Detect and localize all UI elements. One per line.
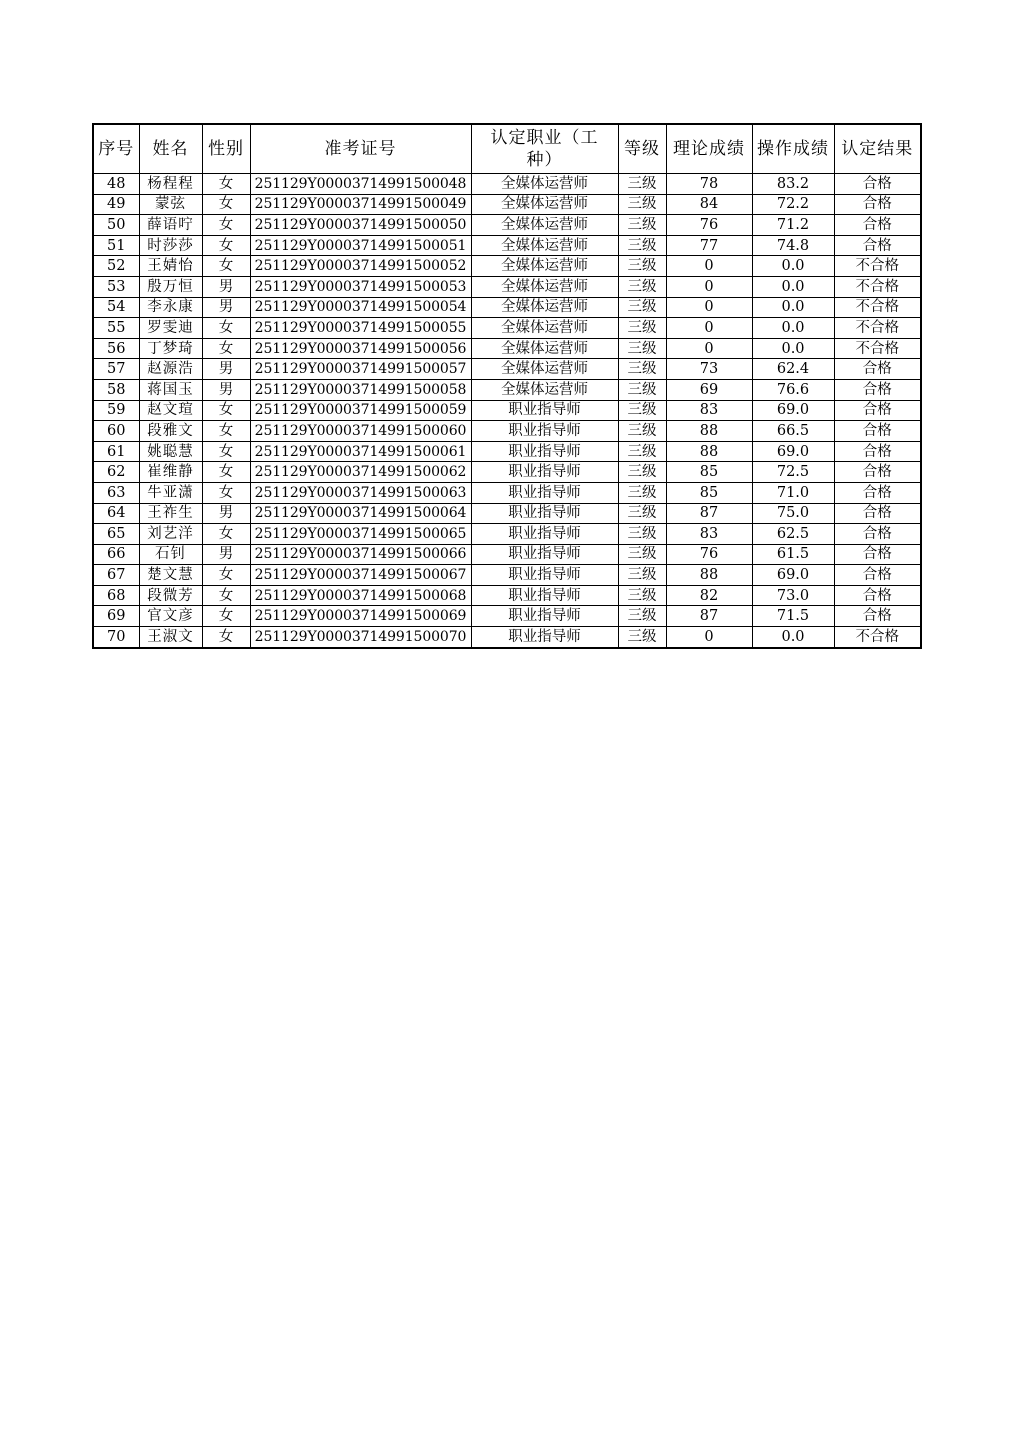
cell-occupation: 全媒体运营师 — [471, 215, 618, 236]
cell-name: 王淑文 — [139, 627, 202, 648]
cell-gender: 女 — [202, 482, 250, 503]
cell-theory-score: 77 — [666, 235, 752, 256]
cell-practical-score: 0.0 — [752, 256, 834, 277]
cell-theory-score: 78 — [666, 174, 752, 195]
table-row — [93, 462, 921, 483]
cell-name: 蒋国玉 — [139, 379, 202, 400]
cell-name: 丁梦琦 — [139, 338, 202, 359]
cell-result: 合格 — [834, 215, 921, 236]
cell-name: 段雅文 — [139, 421, 202, 442]
cell-occupation: 职业指导师 — [471, 585, 618, 606]
cell-seq: 67 — [93, 565, 139, 586]
table-row — [93, 194, 921, 215]
cell-seq: 63 — [93, 482, 139, 503]
cell-exam-id: 251129Y00003714991500057 — [250, 359, 471, 380]
header-name: 姓名 — [139, 124, 202, 174]
cell-result: 合格 — [834, 400, 921, 421]
cell-name: 李永康 — [139, 297, 202, 318]
cell-level: 三级 — [618, 276, 666, 297]
cell-exam-id: 251129Y00003714991500064 — [250, 503, 471, 524]
cell-level: 三级 — [618, 606, 666, 627]
table-row — [93, 318, 921, 339]
results-table — [92, 123, 922, 649]
cell-practical-score: 69.0 — [752, 565, 834, 586]
cell-result: 不合格 — [834, 256, 921, 277]
cell-seq: 68 — [93, 585, 139, 606]
table-row — [93, 524, 921, 545]
cell-exam-id: 251129Y00003714991500069 — [250, 606, 471, 627]
cell-occupation: 职业指导师 — [471, 606, 618, 627]
table-row — [93, 235, 921, 256]
cell-gender: 女 — [202, 441, 250, 462]
cell-name: 王婧怡 — [139, 256, 202, 277]
table-row — [93, 338, 921, 359]
cell-name: 官文彦 — [139, 606, 202, 627]
cell-seq: 57 — [93, 359, 139, 380]
cell-theory-score: 73 — [666, 359, 752, 380]
cell-theory-score: 0 — [666, 627, 752, 648]
cell-name: 罗雯迪 — [139, 318, 202, 339]
cell-practical-score: 83.2 — [752, 174, 834, 195]
cell-result: 不合格 — [834, 318, 921, 339]
table-row — [93, 174, 921, 195]
cell-gender: 女 — [202, 318, 250, 339]
cell-exam-id: 251129Y00003714991500051 — [250, 235, 471, 256]
cell-seq: 62 — [93, 462, 139, 483]
cell-name: 姚聪慧 — [139, 441, 202, 462]
table-row — [93, 482, 921, 503]
cell-level: 三级 — [618, 627, 666, 648]
cell-name: 赵文瑄 — [139, 400, 202, 421]
table-row — [93, 503, 921, 524]
cell-exam-id: 251129Y00003714991500053 — [250, 276, 471, 297]
cell-practical-score: 76.6 — [752, 379, 834, 400]
cell-name: 王祚生 — [139, 503, 202, 524]
cell-occupation: 全媒体运营师 — [471, 256, 618, 277]
cell-exam-id: 251129Y00003714991500070 — [250, 627, 471, 648]
cell-theory-score: 76 — [666, 215, 752, 236]
cell-exam-id: 251129Y00003714991500056 — [250, 338, 471, 359]
cell-gender: 女 — [202, 235, 250, 256]
cell-name: 蒙弦 — [139, 194, 202, 215]
cell-result: 不合格 — [834, 276, 921, 297]
cell-result: 合格 — [834, 441, 921, 462]
cell-name: 薛语咛 — [139, 215, 202, 236]
cell-occupation: 职业指导师 — [471, 503, 618, 524]
cell-result: 合格 — [834, 462, 921, 483]
cell-gender: 女 — [202, 606, 250, 627]
cell-theory-score: 82 — [666, 585, 752, 606]
cell-level: 三级 — [618, 462, 666, 483]
cell-level: 三级 — [618, 256, 666, 277]
table-row — [93, 606, 921, 627]
cell-seq: 50 — [93, 215, 139, 236]
cell-occupation: 职业指导师 — [471, 482, 618, 503]
cell-exam-id: 251129Y00003714991500052 — [250, 256, 471, 277]
cell-occupation: 全媒体运营师 — [471, 359, 618, 380]
cell-result: 合格 — [834, 544, 921, 565]
cell-level: 三级 — [618, 338, 666, 359]
cell-result: 合格 — [834, 379, 921, 400]
cell-level: 三级 — [618, 318, 666, 339]
header-seq: 序号 — [93, 124, 139, 174]
cell-seq: 61 — [93, 441, 139, 462]
cell-occupation: 职业指导师 — [471, 565, 618, 586]
cell-gender: 男 — [202, 276, 250, 297]
cell-gender: 男 — [202, 359, 250, 380]
header-exam-id: 准考证号 — [250, 124, 471, 174]
cell-seq: 58 — [93, 379, 139, 400]
cell-occupation: 全媒体运营师 — [471, 174, 618, 195]
cell-level: 三级 — [618, 524, 666, 545]
cell-gender: 女 — [202, 194, 250, 215]
cell-level: 三级 — [618, 544, 666, 565]
table-body — [93, 174, 921, 648]
cell-theory-score: 87 — [666, 503, 752, 524]
cell-level: 三级 — [618, 421, 666, 442]
cell-theory-score: 84 — [666, 194, 752, 215]
cell-theory-score: 0 — [666, 276, 752, 297]
cell-seq: 64 — [93, 503, 139, 524]
cell-level: 三级 — [618, 174, 666, 195]
table-row — [93, 400, 921, 421]
cell-level: 三级 — [618, 297, 666, 318]
table-row — [93, 544, 921, 565]
table-row — [93, 359, 921, 380]
header-result: 认定结果 — [834, 124, 921, 174]
cell-exam-id: 251129Y00003714991500054 — [250, 297, 471, 318]
cell-occupation: 职业指导师 — [471, 544, 618, 565]
cell-level: 三级 — [618, 482, 666, 503]
cell-seq: 65 — [93, 524, 139, 545]
cell-occupation: 职业指导师 — [471, 627, 618, 648]
cell-theory-score: 76 — [666, 544, 752, 565]
header-practical-score: 操作成绩 — [752, 124, 834, 174]
cell-practical-score: 75.0 — [752, 503, 834, 524]
table-row — [93, 215, 921, 236]
cell-practical-score: 72.2 — [752, 194, 834, 215]
cell-exam-id: 251129Y00003714991500049 — [250, 194, 471, 215]
cell-practical-score: 66.5 — [752, 421, 834, 442]
table-row — [93, 627, 921, 648]
cell-seq: 48 — [93, 174, 139, 195]
table-row — [93, 276, 921, 297]
cell-gender: 女 — [202, 215, 250, 236]
cell-level: 三级 — [618, 215, 666, 236]
cell-practical-score: 72.5 — [752, 462, 834, 483]
cell-occupation: 全媒体运营师 — [471, 235, 618, 256]
cell-exam-id: 251129Y00003714991500050 — [250, 215, 471, 236]
cell-theory-score: 88 — [666, 421, 752, 442]
table-row — [93, 441, 921, 462]
cell-seq: 66 — [93, 544, 139, 565]
cell-theory-score: 83 — [666, 400, 752, 421]
cell-level: 三级 — [618, 400, 666, 421]
cell-gender: 女 — [202, 462, 250, 483]
cell-occupation: 全媒体运营师 — [471, 297, 618, 318]
cell-result: 合格 — [834, 503, 921, 524]
cell-seq: 49 — [93, 194, 139, 215]
cell-occupation: 职业指导师 — [471, 441, 618, 462]
cell-theory-score: 88 — [666, 441, 752, 462]
cell-result: 合格 — [834, 606, 921, 627]
cell-gender: 女 — [202, 338, 250, 359]
cell-exam-id: 251129Y00003714991500059 — [250, 400, 471, 421]
cell-gender: 女 — [202, 421, 250, 442]
cell-occupation: 全媒体运营师 — [471, 338, 618, 359]
cell-level: 三级 — [618, 441, 666, 462]
header-gender: 性别 — [202, 124, 250, 174]
cell-practical-score: 74.8 — [752, 235, 834, 256]
cell-occupation: 职业指导师 — [471, 421, 618, 442]
cell-level: 三级 — [618, 359, 666, 380]
cell-name: 石钊 — [139, 544, 202, 565]
table-row — [93, 256, 921, 277]
cell-result: 合格 — [834, 421, 921, 442]
cell-exam-id: 251129Y00003714991500058 — [250, 379, 471, 400]
cell-exam-id: 251129Y00003714991500068 — [250, 585, 471, 606]
cell-theory-score: 0 — [666, 297, 752, 318]
cell-practical-score: 71.0 — [752, 482, 834, 503]
cell-practical-score: 0.0 — [752, 297, 834, 318]
cell-gender: 女 — [202, 256, 250, 277]
results-sheet — [92, 123, 920, 649]
cell-result: 合格 — [834, 174, 921, 195]
cell-occupation: 全媒体运营师 — [471, 318, 618, 339]
cell-seq: 60 — [93, 421, 139, 442]
cell-exam-id: 251129Y00003714991500061 — [250, 441, 471, 462]
cell-occupation: 全媒体运营师 — [471, 276, 618, 297]
header-level: 等级 — [618, 124, 666, 174]
cell-practical-score: 0.0 — [752, 276, 834, 297]
cell-exam-id: 251129Y00003714991500067 — [250, 565, 471, 586]
cell-practical-score: 73.0 — [752, 585, 834, 606]
cell-occupation: 职业指导师 — [471, 462, 618, 483]
cell-name: 段微芳 — [139, 585, 202, 606]
cell-result: 合格 — [834, 359, 921, 380]
cell-occupation: 全媒体运营师 — [471, 379, 618, 400]
cell-seq: 54 — [93, 297, 139, 318]
cell-level: 三级 — [618, 565, 666, 586]
cell-result: 合格 — [834, 585, 921, 606]
cell-exam-id: 251129Y00003714991500048 — [250, 174, 471, 195]
cell-gender: 女 — [202, 627, 250, 648]
cell-result: 合格 — [834, 565, 921, 586]
cell-seq: 69 — [93, 606, 139, 627]
cell-level: 三级 — [618, 503, 666, 524]
cell-exam-id: 251129Y00003714991500062 — [250, 462, 471, 483]
cell-seq: 52 — [93, 256, 139, 277]
cell-level: 三级 — [618, 379, 666, 400]
table-header — [93, 124, 921, 174]
cell-result: 不合格 — [834, 297, 921, 318]
cell-gender: 男 — [202, 544, 250, 565]
cell-exam-id: 251129Y00003714991500060 — [250, 421, 471, 442]
cell-gender: 男 — [202, 379, 250, 400]
cell-theory-score: 87 — [666, 606, 752, 627]
header-occupation: 认定职业（工种） — [471, 124, 618, 174]
cell-theory-score: 83 — [666, 524, 752, 545]
cell-practical-score: 71.5 — [752, 606, 834, 627]
header-theory-score: 理论成绩 — [666, 124, 752, 174]
cell-practical-score: 69.0 — [752, 400, 834, 421]
table-row — [93, 297, 921, 318]
cell-seq: 55 — [93, 318, 139, 339]
cell-occupation: 职业指导师 — [471, 400, 618, 421]
cell-result: 合格 — [834, 482, 921, 503]
cell-gender: 女 — [202, 524, 250, 545]
cell-seq: 51 — [93, 235, 139, 256]
cell-name: 赵源浩 — [139, 359, 202, 380]
cell-level: 三级 — [618, 194, 666, 215]
cell-theory-score: 85 — [666, 482, 752, 503]
cell-practical-score: 62.5 — [752, 524, 834, 545]
cell-gender: 女 — [202, 174, 250, 195]
cell-theory-score: 0 — [666, 318, 752, 339]
table-row — [93, 421, 921, 442]
cell-result: 合格 — [834, 235, 921, 256]
cell-exam-id: 251129Y00003714991500055 — [250, 318, 471, 339]
cell-name: 时莎莎 — [139, 235, 202, 256]
cell-name: 刘艺洋 — [139, 524, 202, 545]
cell-gender: 女 — [202, 400, 250, 421]
cell-seq: 56 — [93, 338, 139, 359]
cell-practical-score: 69.0 — [752, 441, 834, 462]
cell-practical-score: 0.0 — [752, 338, 834, 359]
cell-gender: 男 — [202, 503, 250, 524]
cell-theory-score: 88 — [666, 565, 752, 586]
cell-seq: 70 — [93, 627, 139, 648]
cell-gender: 女 — [202, 585, 250, 606]
cell-practical-score: 0.0 — [752, 318, 834, 339]
cell-result: 合格 — [834, 194, 921, 215]
cell-gender: 女 — [202, 565, 250, 586]
table-row — [93, 379, 921, 400]
cell-exam-id: 251129Y00003714991500063 — [250, 482, 471, 503]
cell-exam-id: 251129Y00003714991500066 — [250, 544, 471, 565]
cell-result: 不合格 — [834, 338, 921, 359]
cell-practical-score: 61.5 — [752, 544, 834, 565]
cell-occupation: 全媒体运营师 — [471, 194, 618, 215]
cell-exam-id: 251129Y00003714991500065 — [250, 524, 471, 545]
cell-level: 三级 — [618, 235, 666, 256]
cell-seq: 59 — [93, 400, 139, 421]
cell-seq: 53 — [93, 276, 139, 297]
cell-theory-score: 85 — [666, 462, 752, 483]
cell-practical-score: 0.0 — [752, 627, 834, 648]
cell-theory-score: 69 — [666, 379, 752, 400]
table-row — [93, 565, 921, 586]
header-row — [93, 124, 921, 174]
cell-gender: 男 — [202, 297, 250, 318]
cell-name: 牛亚潇 — [139, 482, 202, 503]
cell-theory-score: 0 — [666, 256, 752, 277]
cell-name: 杨程程 — [139, 174, 202, 195]
cell-result: 合格 — [834, 524, 921, 545]
cell-name: 楚文慧 — [139, 565, 202, 586]
table-row — [93, 585, 921, 606]
cell-practical-score: 62.4 — [752, 359, 834, 380]
cell-result: 不合格 — [834, 627, 921, 648]
cell-name: 崔维静 — [139, 462, 202, 483]
cell-theory-score: 0 — [666, 338, 752, 359]
cell-practical-score: 71.2 — [752, 215, 834, 236]
cell-occupation: 职业指导师 — [471, 524, 618, 545]
cell-level: 三级 — [618, 585, 666, 606]
cell-name: 殷万恒 — [139, 276, 202, 297]
